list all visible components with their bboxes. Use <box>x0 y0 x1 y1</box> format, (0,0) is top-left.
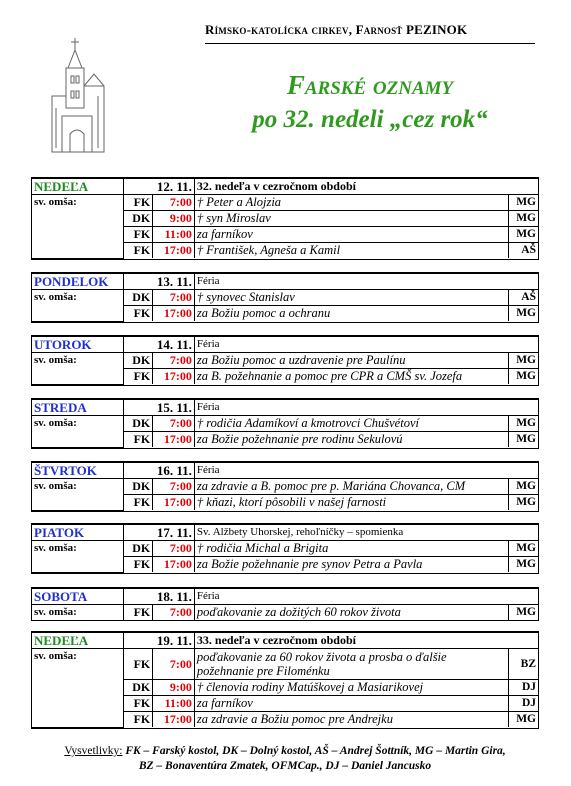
day-block-thursday <box>31 461 539 512</box>
mass-celebrant: MG <box>509 479 538 495</box>
mass-location: DK <box>124 541 153 557</box>
mass-row <box>32 290 538 306</box>
mass-label: sv. omša: <box>32 195 124 259</box>
mass-celebrant: DJ <box>509 680 538 696</box>
day-header-row <box>32 179 538 195</box>
mass-location: FK <box>124 649 153 680</box>
mass-celebrant: AŠ <box>509 290 538 306</box>
mass-location: DK <box>124 211 153 227</box>
title-farske-oznamy: Farské oznamy <box>286 70 454 100</box>
mass-celebrant: MG <box>509 557 538 573</box>
mass-celebrant: MG <box>509 195 538 211</box>
mass-intention: † syn Miroslav <box>194 211 508 227</box>
day-name: NEDEĽA <box>32 633 124 649</box>
day-header-row <box>32 589 538 605</box>
day-date: 12. 11. <box>124 179 195 195</box>
mass-location: FK <box>124 306 153 322</box>
mass-celebrant: MG <box>509 353 538 369</box>
mass-celebrant: MG <box>509 227 538 243</box>
day-name: PONDELOK <box>32 274 124 290</box>
mass-time: 17:00 <box>153 557 195 573</box>
mass-intention: † rodičia Michal a Brigita <box>194 541 508 557</box>
mass-label: sv. omša: <box>32 416 124 448</box>
day-header-row <box>32 463 538 479</box>
mass-location: DK <box>124 416 153 432</box>
day-name: STREDA <box>32 400 124 416</box>
mass-celebrant: MG <box>509 541 538 557</box>
day-block-monday <box>31 272 539 323</box>
day-name: UTOROK <box>32 337 124 353</box>
mass-celebrant: MG <box>509 369 538 385</box>
legend-title: Vysvetlivky: <box>64 745 123 757</box>
mass-location: FK <box>124 369 153 385</box>
mass-location: FK <box>124 243 153 259</box>
day-block-sunday-19 <box>31 631 539 729</box>
header-divider <box>205 43 535 44</box>
mass-time: 17:00 <box>153 712 195 728</box>
mass-location: FK <box>124 227 153 243</box>
mass-time: 11:00 <box>153 227 195 243</box>
mass-intention: za Božie požehnanie pre synov Petra a Pavla <box>194 557 508 573</box>
mass-time: 17:00 <box>153 243 195 259</box>
day-liturgical-info: Féria <box>194 274 538 290</box>
mass-intention: poďakovanie za dožitých 60 rokov života <box>194 605 508 621</box>
day-liturgical-info: 32. nedeľa v cezročnom období <box>194 179 538 195</box>
mass-celebrant: AŠ <box>509 243 538 259</box>
mass-time: 7:00 <box>153 353 195 369</box>
day-name: NEDEĽA <box>32 179 124 195</box>
mass-time: 9:00 <box>153 211 195 227</box>
day-block-saturday <box>31 587 539 621</box>
mass-time: 7:00 <box>153 605 195 621</box>
mass-time: 7:00 <box>153 416 195 432</box>
mass-intention: za farníkov <box>194 227 508 243</box>
mass-location: FK <box>124 432 153 448</box>
mass-intention: za Božiu pomoc a ochranu <box>194 306 508 322</box>
legend <box>30 744 540 774</box>
legend-line2: BZ – Bonaventúra Zmatek, OFMCap., DJ – Daniel Jancusko <box>138 760 432 772</box>
mass-time: 9:00 <box>153 680 195 696</box>
parish-name: Rímsko-katolícka cirkev, Farnosť PEZINOK <box>205 22 468 37</box>
mass-time: 7:00 <box>153 479 195 495</box>
day-header-row <box>32 400 538 416</box>
mass-intention: † Peter a Alojzia <box>194 195 508 211</box>
day-liturgical-info: Féria <box>194 400 538 416</box>
mass-celebrant: MG <box>509 306 538 322</box>
mass-celebrant: MG <box>509 712 538 728</box>
mass-row <box>32 541 538 557</box>
day-liturgical-info: Féria <box>194 463 538 479</box>
mass-time: 7:00 <box>153 195 195 211</box>
mass-label: sv. omša: <box>32 605 124 621</box>
mass-intention: za farníkov <box>194 696 508 712</box>
mass-celebrant: MG <box>509 211 538 227</box>
mass-intention: za zdravie a B. pomoc pre p. Mariána Chovanca, CM <box>194 479 508 495</box>
mass-time: 7:00 <box>153 649 195 680</box>
mass-location: DK <box>124 353 153 369</box>
mass-location: FK <box>124 712 153 728</box>
mass-row <box>32 353 538 369</box>
mass-location: FK <box>124 195 153 211</box>
day-date: 18. 11. <box>124 589 195 605</box>
mass-row <box>32 605 538 621</box>
mass-intention: za Božie požehnanie pre rodinu Sekulovú <box>194 432 508 448</box>
day-name: PIATOK <box>32 525 124 541</box>
mass-location: FK <box>124 557 153 573</box>
mass-celebrant: BZ <box>509 649 538 680</box>
day-block-wednesday <box>31 398 539 449</box>
mass-location: FK <box>124 696 153 712</box>
church-tower-logo <box>48 36 110 154</box>
mass-location: DK <box>124 680 153 696</box>
mass-time: 17:00 <box>153 495 195 511</box>
mass-time: 7:00 <box>153 290 195 306</box>
mass-intention: † rodičia Adamíkoví a kmotrovci Chušvétoví <box>194 416 508 432</box>
mass-location: DK <box>124 290 153 306</box>
day-block-tuesday <box>31 335 539 386</box>
title-subtitle: po 32. nedeli „cez rok“ <box>252 106 488 133</box>
mass-time: 7:00 <box>153 541 195 557</box>
day-name: ŠTVRTOK <box>32 463 124 479</box>
mass-celebrant: MG <box>509 605 538 621</box>
day-date: 17. 11. <box>124 525 195 541</box>
mass-row <box>32 649 538 680</box>
day-header-row <box>32 633 538 649</box>
mass-intention: † synovec Stanislav <box>194 290 508 306</box>
day-header-row <box>32 274 538 290</box>
day-liturgical-info: Sv. Alžbety Uhorskej, rehoľníčky – spomienka <box>194 525 538 541</box>
legend-line1: FK – Farský kostol, DK – Dolný kostol, AŠ – Andrej Šottník, MG – Martin Gira, <box>122 745 506 757</box>
day-liturgical-info: Féria <box>194 589 538 605</box>
day-block-friday <box>31 523 539 574</box>
day-liturgical-info: Féria <box>194 337 538 353</box>
day-date: 14. 11. <box>124 337 195 353</box>
mass-time: 11:00 <box>153 696 195 712</box>
day-header-row <box>32 337 538 353</box>
mass-location: FK <box>124 605 153 621</box>
day-liturgical-info: 33. nedeľa v cezročnom období <box>194 633 538 649</box>
mass-celebrant: MG <box>509 432 538 448</box>
mass-intention: † členovia rodiny Matúškovej a Masiarikovej <box>194 680 508 696</box>
mass-label: sv. omša: <box>32 479 124 511</box>
mass-celebrant: MG <box>509 495 538 511</box>
mass-time: 17:00 <box>153 306 195 322</box>
mass-label: sv. omša: <box>32 353 124 385</box>
day-date: 19. 11. <box>124 633 195 649</box>
day-block-sunday-12 <box>31 177 539 260</box>
mass-location: DK <box>124 479 153 495</box>
day-date: 13. 11. <box>124 274 195 290</box>
mass-intention: za Božiu pomoc a uzdravenie pre Paulínu <box>194 353 508 369</box>
mass-label: sv. omša: <box>32 649 124 728</box>
mass-celebrant: MG <box>509 416 538 432</box>
mass-location: FK <box>124 495 153 511</box>
day-name: SOBOTA <box>32 589 124 605</box>
day-date: 15. 11. <box>124 400 195 416</box>
mass-intention: poďakovanie za 60 rokov života a prosba o ďalšie požehnanie pre Filoménku <box>194 649 508 680</box>
mass-row <box>32 195 538 211</box>
mass-celebrant: DJ <box>509 696 538 712</box>
mass-row <box>32 416 538 432</box>
mass-intention: za zdravie a Božiu pomoc pre Andrejku <box>194 712 508 728</box>
mass-time: 17:00 <box>153 432 195 448</box>
mass-row <box>32 479 538 495</box>
mass-intention: † František, Agneša a Kamil <box>194 243 508 259</box>
day-header-row <box>32 525 538 541</box>
mass-label: sv. omša: <box>32 290 124 322</box>
mass-label: sv. omša: <box>32 541 124 573</box>
mass-time: 17:00 <box>153 369 195 385</box>
mass-intention: za B. požehnanie a pomoc pre CPR a CMŠ sv. Jozefa <box>194 369 508 385</box>
mass-intention: † kňazi, ktorí pôsobili v našej farnosti <box>194 495 508 511</box>
day-date: 16. 11. <box>124 463 195 479</box>
